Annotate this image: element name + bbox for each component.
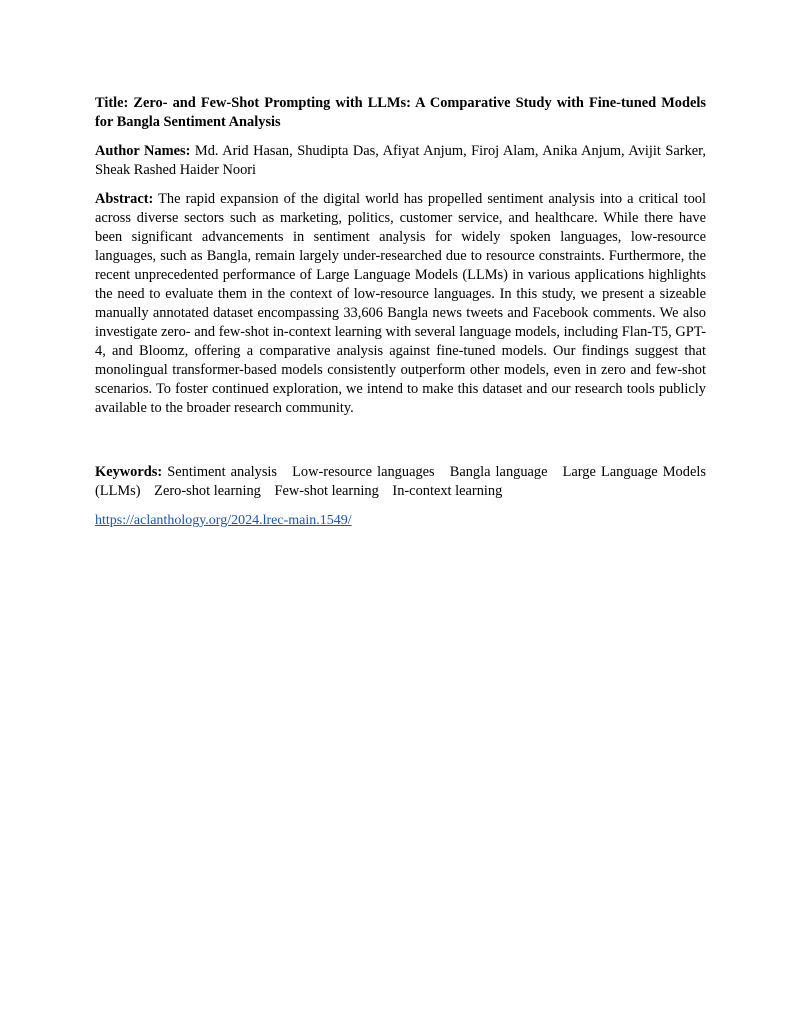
title-paragraph <box>95 94 706 132</box>
keywords-label: Keywords: <box>95 464 163 480</box>
abstract-paragraph <box>95 190 706 418</box>
author-names: Md. Arid Hasan, Shudipta Das, Afiyat Anjum, Firoj Alam, Anika Anjum, Avijit Sarker, Sheak Rashed Haider Noori <box>95 143 706 178</box>
link-paragraph <box>95 511 706 530</box>
keyword: Bangla language <box>449 464 548 480</box>
title-label: Title: <box>95 95 129 111</box>
keywords-paragraph <box>95 463 706 501</box>
keyword: Few-shot learning <box>274 483 379 499</box>
keyword: Large Language Models (LLMs) <box>95 464 706 499</box>
keyword: Zero-shot learning <box>154 483 261 499</box>
abstract-text: The rapid expansion of the digital world has propelled sentiment analysis into a critical tool across diverse sectors such as marketing, politics, customer service, and healthcare. While there have been significant advancements in sentiment analysis for widely spoken languages, low-resource languages, such as Bangla, remain largely under-researched due to resource constraints. Furthermore, the recent unprecedented performance of Large Language Models (LLMs) in various applications highlights the need to evaluate them in the context of low-resource languages. In this study, we present a sizeable manually annotated dataset encompassing 33,606 Bangla news tweets and Facebook comments. We also investigate zero- and few-shot in-context learning with several language models, including Flan-T5, GPT-4, and Bloomz, offering a comparative analysis against fine-tuned models. Our findings suggest that monolingual transformer-based models consistently outperform other models, even in zero and few-shot scenarios. To foster continued exploration, we intend to make this dataset and our research tools publicly available to the broader research community. <box>95 191 706 416</box>
keyword: Sentiment analysis <box>167 464 278 480</box>
paper-link[interactable]: https://aclanthology.org/2024.lrec-main.1549/ <box>95 513 352 528</box>
abstract-label: Abstract: <box>95 191 154 207</box>
authors-paragraph <box>95 142 706 180</box>
keyword: In-context learning <box>392 483 503 499</box>
document-content <box>95 94 706 540</box>
authors-label: Author Names: <box>95 143 191 159</box>
paper-title: Zero- and Few-Shot Prompting with LLMs: A Comparative Study with Fine-tuned Models for Bangla Sentiment Analysis <box>95 95 706 130</box>
keyword: Low-resource languages <box>292 464 435 480</box>
